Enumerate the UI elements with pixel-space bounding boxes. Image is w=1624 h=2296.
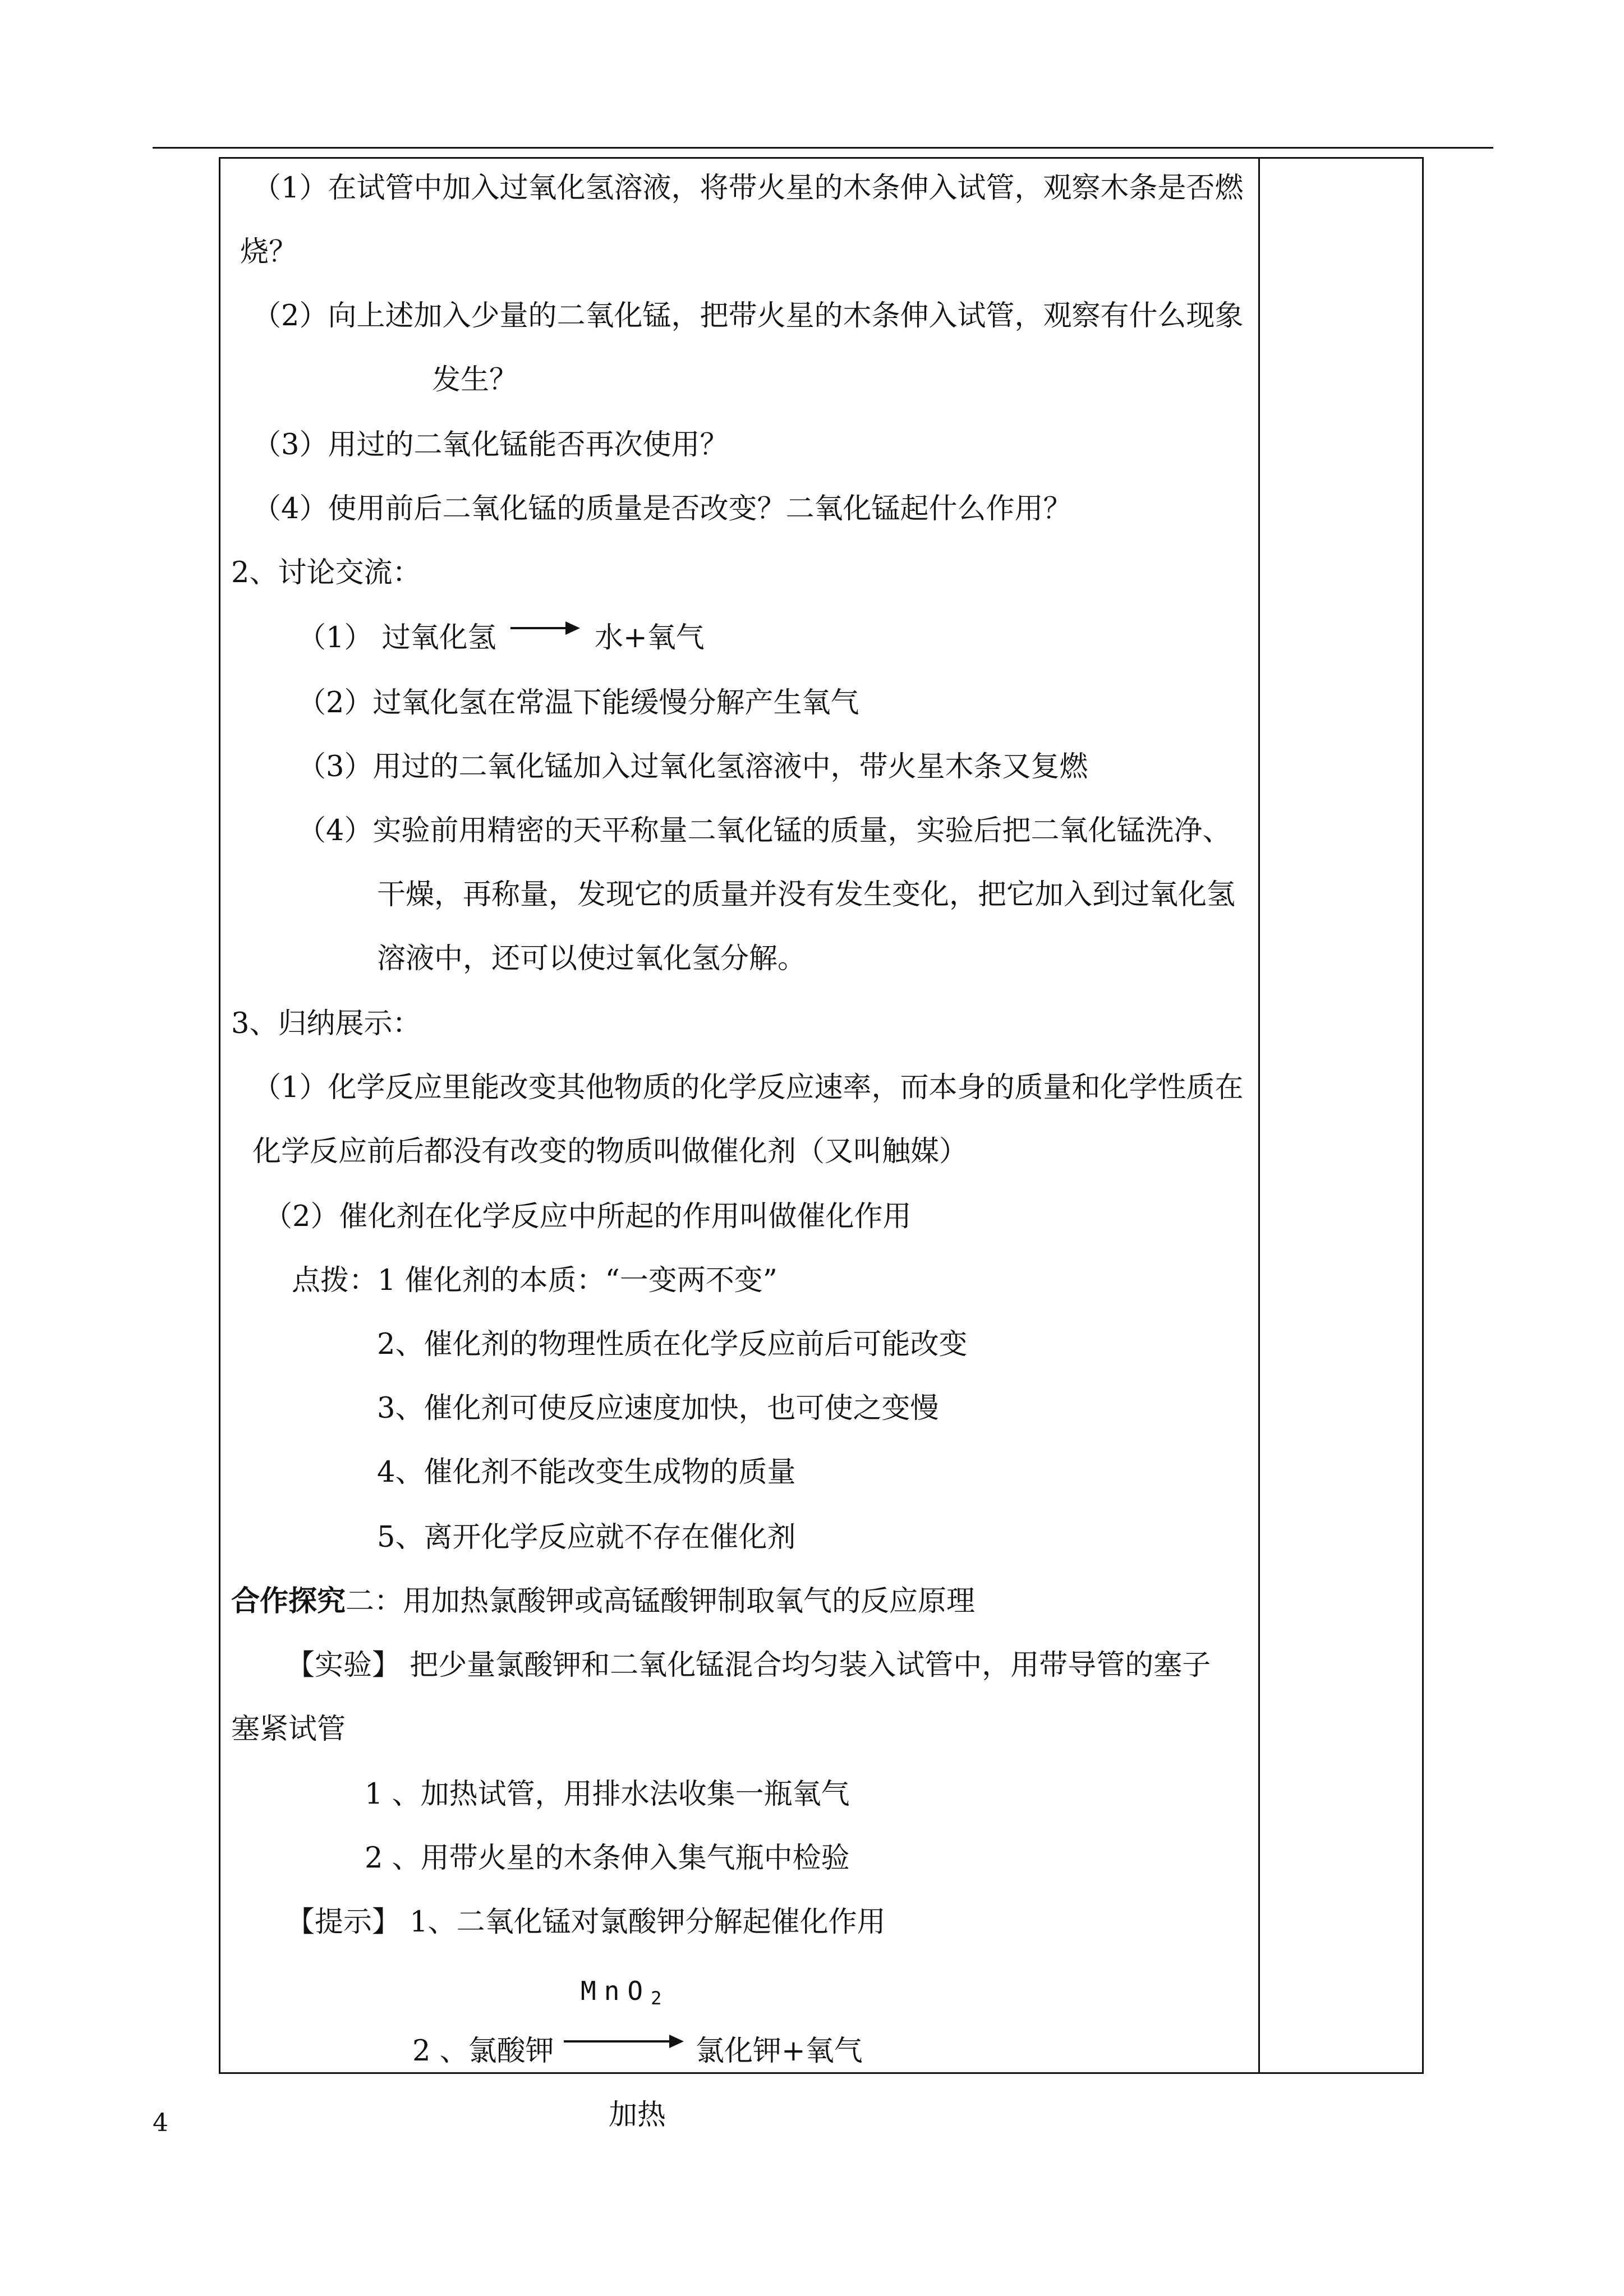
text-line: （2）过氧化氢在常温下能缓慢分解产生氧气 (297, 686, 859, 720)
catalyst-formula: MnO (581, 1976, 651, 2006)
condition-label: 加热 (609, 2099, 666, 2132)
section-heading (231, 1584, 976, 1618)
text-line: 烧？ (240, 236, 298, 269)
text-line: 水+氧气 (595, 621, 705, 654)
reaction-arrow (564, 2040, 682, 2043)
page-number: 4 (153, 2109, 168, 2137)
text-line: 氯化钾+氧气 (696, 2035, 863, 2068)
text-line: （3）用过的二氧化锰加入过氧化氢溶液中，带火星木条又复燃 (297, 750, 1088, 783)
header-rule (153, 147, 1493, 149)
catalyst-subscript: 2 (651, 1988, 662, 2009)
section-heading: 2、讨论交流： (231, 556, 421, 589)
text-line: （2）向上述加入少量的二氧化锰，把带火星的木条伸入试管，观察有什么现象 (252, 299, 1244, 333)
text-line: （1）在试管中加入过氧化氢溶液，将带火星的木条伸入试管，观察木条是否燃 (252, 172, 1244, 205)
text-line: 2 、用带火星的木条伸入集气瓶中检验 (365, 1842, 850, 1875)
section-heading: 3、归纳展示： (231, 1007, 421, 1040)
text-line: 塞紧试管 (231, 1713, 346, 1746)
reaction-arrow (510, 627, 578, 629)
text-line: （1） 过氧化氢 (297, 621, 496, 654)
text-line: （1）化学反应里能改变其他物质的化学反应速率，而本身的质量和化学性质在 (252, 1071, 1244, 1104)
catalyst-label (581, 1978, 661, 2007)
text-line: 4、催化剂不能改变生成物的质量 (377, 1456, 796, 1489)
text-line: 2 、氯酸钾 (412, 2035, 554, 2068)
text-line: 干燥，再称量，发现它的质量并没有发生变化，把它加入到过氧化氢 (377, 878, 1236, 911)
heading-rest: 二：用加热氯酸钾或高锰酸钾制取氧气的反应原理 (346, 1585, 976, 1618)
text-line: （4）使用前后二氧化锰的质量是否改变？二氧化锰起什么作用？ (252, 492, 1072, 525)
text-line: 2、催化剂的物理性质在化学反应前后可能改变 (377, 1328, 968, 1361)
text-line: 溶液中，还可以使过氧化氢分解。 (377, 942, 807, 975)
text-line: 【提示】 1、二氧化锰对氯酸钾分解起催化作用 (286, 1906, 886, 1939)
text-line: （4）实验前用精密的天平称量二氧化锰的质量，实验后把二氧化锰洗净、 (297, 814, 1231, 847)
text-line: （2）催化剂在化学反应中所起的作用叫做催化作用 (264, 1200, 912, 1233)
text-line: 3、催化剂可使反应速度加快，也可使之变慢 (377, 1392, 939, 1425)
text-line: 1 、加热试管，用排水法收集一瓶氧气 (365, 1778, 850, 1811)
text-line: 点拨：1 催化剂的本质：“一变两不变” (292, 1264, 778, 1297)
text-line: 化学反应前后都没有改变的物质叫做催化剂（又叫触媒） (252, 1135, 968, 1168)
text-line: 发生？ (432, 363, 518, 397)
text-line: 【实验】 把少量氯酸钾和二氧化锰混合均匀装入试管中，用带导管的塞子 (286, 1649, 1211, 1682)
text-line: 5、离开化学反应就不存在催化剂 (377, 1521, 796, 1554)
text-line: （3）用过的二氧化锰能否再次使用？ (252, 428, 729, 462)
column-divider (1258, 159, 1260, 2072)
heading-bold-part: 合作探究 (231, 1584, 346, 1618)
